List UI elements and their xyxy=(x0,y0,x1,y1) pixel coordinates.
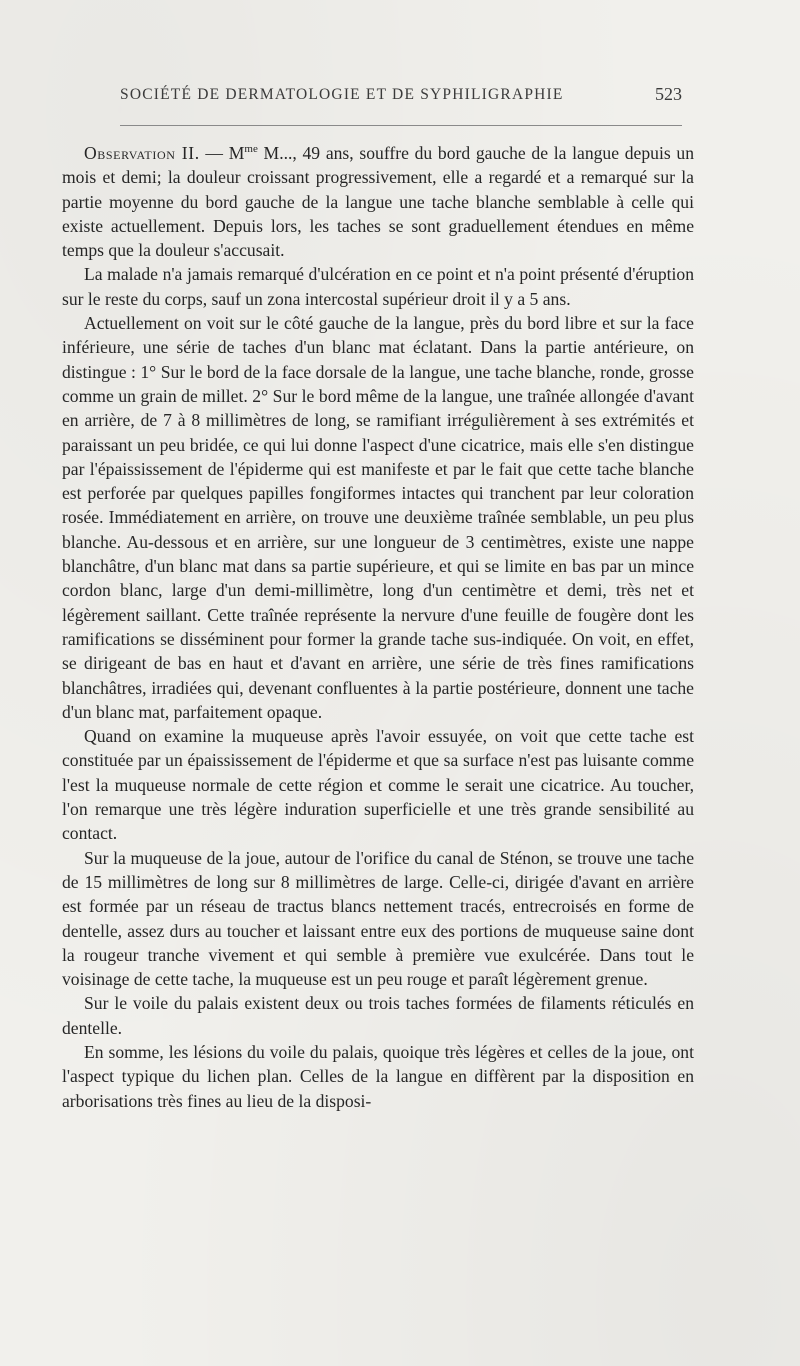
page-header xyxy=(120,86,682,110)
paragraph: Sur la muqueuse de la joue, autour de l'orifice du canal de Sténon, se trouve une tache de 15 millimètres de long sur 8 millimètres de large. Celle-ci, dirigée d'avant en arrière est formée par un réseau de tractus blancs nettement tracés, entrecroisés en forme de dentelle, assez durs au toucher et laissant entre eux des portions de muqueuse saine dont la rougeur tranche vivement et qui semble à première vue exulcérée. Dans tout le voisinage de cette tache, la muqueuse est un peu rouge et paraît légèrement grenue. xyxy=(62,847,694,990)
paragraph-observation xyxy=(62,141,694,262)
observation-dash: — xyxy=(199,143,229,163)
paragraph: La malade n'a jamais remarqué d'ulcération en ce point et n'a point présenté d'éruption sur le reste du corps, sauf un zona intercostal supérieur droit il y a 5 ans. xyxy=(62,264,694,309)
header-rule xyxy=(120,125,682,126)
observation-label: Observation II. xyxy=(84,143,200,163)
observation-intro: M..., 49 ans, souffre du bord gauche de la langue depuis un mois et demi; la douleur croissant progressivement, elle a regardé et a remarqué sur la partie moyenne du bord gauche de la langue une tache blanche semblable à celle qui existe actuellement. Depuis lors, les taches se sont graduellement étendues en même temps que la douleur s'accusait. xyxy=(62,143,694,261)
body-text xyxy=(62,141,694,1113)
paragraph: Sur le voile du palais existent deux ou trois taches formées de filaments réticulés en dentelle. xyxy=(62,993,694,1038)
running-head: SOCIÉTÉ DE DERMATOLOGIE ET DE SYPHILIGRAPHIE xyxy=(120,86,564,103)
paragraph: En somme, les lésions du voile du palais, quoique très légères et celles de la joue, ont l'aspect typique du lichen plan. Celles de la langue en diffèrent par la disposition en arborisations très fines au lieu de la disposi- xyxy=(62,1041,694,1111)
paragraph: Quand on examine la muqueuse après l'avoir essuyée, on voit que cette tache est constituée par un épaississement de l'épiderme et que sa surface n'est pas luisante comme l'est la muqueuse normale de cette région et comme le serait une cicatrice. Au toucher, l'on remarque une très légère induration superficielle et une très grande sensibilité au contact. xyxy=(62,726,694,844)
observation-title: M xyxy=(228,143,245,163)
paragraph: Actuellement on voit sur le côté gauche de la langue, près du bord libre et sur la face inférieure, une série de taches d'un blanc mat éclatant. Dans la partie antérieure, on distingue : 1° Sur le bord de la face dorsale de la langue, une tache blanche, ronde, grosse comme un grain de millet. 2° Sur le bord même de la langue, une traînée allongée d'avant en arrière, de 7 à 8 millimètres de long, se ramifiant irrégulièrement à ses extrémités et paraissant un peu bridée, ce qui lui donne l'aspect d'une cicatrice, mais elle s'en distingue par l'épaississement de l'épiderme qui est manifeste et par le fait que cette tache blanche est perforée par quelques papilles fongiformes intactes qui tranchent par leur coloration rosée. Immédiatement en arrière, on trouve une deuxième traînée semblable, un peu plus blanche. Au-dessous et en arrière, sur une longueur de 3 centimètres, existe une nappe blanchâtre, d'un blanc mat dans sa partie supérieure, et qui se limite en bas par un mince cordon blanc, large d'un demi-millimètre, long d'un centimètre et demi, très net et légèrement saillant. Cette traînée représente la nervure d'une feuille de fougère dont les ramifications se disséminent pour former la grande tache sus-indiquée. On voit, en effet, se dirigeant de bas en haut et d'avant en arrière, une série de très fines ramifications blanchâtres, irradiées qui, devenant confluentes à la partie postérieure, donnent une tache d'un blanc mat, parfaitement opaque. xyxy=(62,313,694,722)
observation-title-sup: me xyxy=(244,143,258,156)
page-number: 523 xyxy=(655,84,682,104)
